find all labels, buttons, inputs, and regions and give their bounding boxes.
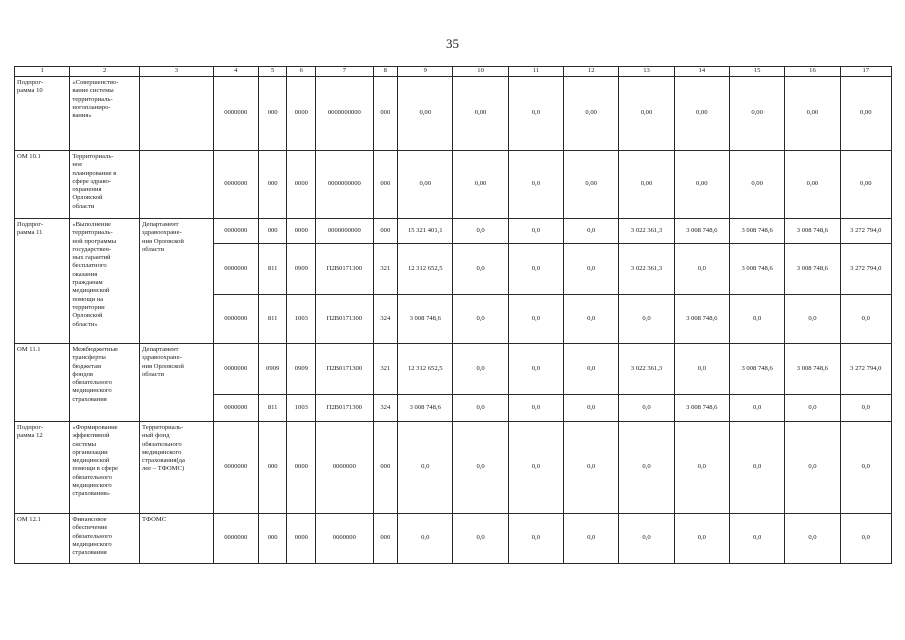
value-cell: 0,00 (729, 77, 784, 151)
value-cell: 0000000 (213, 422, 258, 514)
value-cell: 0,0 (729, 514, 784, 564)
value-cell: 3 008 748,6 (785, 219, 840, 244)
header-row (15, 67, 892, 77)
header-cell: 15 (729, 67, 784, 77)
value-cell: 0,0 (619, 395, 674, 422)
value-cell: 0,00 (619, 77, 674, 151)
value-cell: 0,0 (564, 244, 619, 295)
header-cell: 10 (453, 67, 508, 77)
table-row (15, 344, 892, 395)
table-body (15, 77, 892, 564)
value-cell: 0000 (287, 151, 316, 219)
value-cell: 3 008 748,6 (729, 244, 784, 295)
value-cell: 0,0 (619, 514, 674, 564)
value-cell: 15 321 401,1 (398, 219, 453, 244)
value-cell: 0,00 (785, 151, 840, 219)
header-cell: 11 (508, 67, 563, 77)
value-cell: 0,0 (508, 151, 563, 219)
value-cell: 0,0 (785, 422, 840, 514)
header-cell: 7 (316, 67, 373, 77)
value-cell: 0,0 (453, 295, 508, 344)
value-cell: 0000 (287, 514, 316, 564)
value-cell: 000 (258, 514, 287, 564)
value-cell: 0,0 (785, 514, 840, 564)
table-row (15, 514, 892, 564)
value-cell: 3 008 748,6 (674, 395, 729, 422)
row-code-cell: Подпрог- рамма 11 (15, 219, 70, 344)
value-cell: П2В0171300 (316, 395, 373, 422)
value-cell: 324 (373, 395, 398, 422)
value-cell: 1003 (287, 395, 316, 422)
header-cell: 3 (139, 67, 213, 77)
value-cell: 3 008 748,6 (729, 219, 784, 244)
page-number: 35 (446, 36, 459, 51)
value-cell: 000 (258, 151, 287, 219)
value-cell: 0,0 (398, 422, 453, 514)
row-code-cell: Подпрог- рамма 12 (15, 422, 70, 514)
value-cell: 0,0 (564, 395, 619, 422)
budget-table (14, 66, 892, 564)
value-cell: 0,00 (674, 77, 729, 151)
value-cell: 0,0 (508, 344, 563, 395)
value-cell: 0,0 (453, 422, 508, 514)
row-name-cell: Межбюджетные трансферты бюджетам фондов обязательного медицинского страхования (70, 344, 140, 422)
value-cell: 000 (258, 77, 287, 151)
value-cell: 3 022 361,3 (619, 244, 674, 295)
header-cell: 9 (398, 67, 453, 77)
row-name-cell: Территориаль- ное планирование в сфере здраво- охранения Орловской области (70, 151, 140, 219)
value-cell: 321 (373, 244, 398, 295)
value-cell: 0,0 (729, 395, 784, 422)
value-cell: 0,0 (840, 514, 891, 564)
value-cell: 811 (258, 244, 287, 295)
header-cell: 5 (258, 67, 287, 77)
value-cell: 0000000000 (316, 77, 373, 151)
value-cell: 0,0 (564, 514, 619, 564)
value-cell: 3 008 748,6 (674, 295, 729, 344)
value-cell: 0000000000 (316, 219, 373, 244)
value-cell: 0,0 (453, 244, 508, 295)
value-cell: 0,0 (619, 295, 674, 344)
header-cell: 13 (619, 67, 674, 77)
value-cell: 0000000000 (316, 151, 373, 219)
value-cell: 3 008 748,6 (398, 295, 453, 344)
value-cell: 0,0 (453, 395, 508, 422)
value-cell: 0,00 (840, 151, 891, 219)
value-cell: 0,0 (508, 244, 563, 295)
value-cell: 0,0 (674, 514, 729, 564)
value-cell: 0,0 (453, 514, 508, 564)
value-cell: 0,0 (674, 422, 729, 514)
value-cell: 0000000 (316, 422, 373, 514)
value-cell: 0,0 (785, 395, 840, 422)
value-cell: 000 (373, 77, 398, 151)
row-executor-cell: Департамент здравоохране- ния Орловской области (139, 219, 213, 344)
table-row (15, 219, 892, 244)
header-cell: 4 (213, 67, 258, 77)
value-cell: 0000 (287, 77, 316, 151)
value-cell: 000 (373, 219, 398, 244)
value-cell: 3 008 748,6 (398, 395, 453, 422)
row-code-cell: ОМ 11.1 (15, 344, 70, 422)
value-cell: 3 272 794,0 (840, 344, 891, 395)
value-cell: 0000000 (213, 395, 258, 422)
value-cell: 0000 (287, 422, 316, 514)
value-cell: 12 312 652,5 (398, 244, 453, 295)
table-row (15, 77, 892, 151)
value-cell: 0,0 (508, 514, 563, 564)
value-cell: 0000 (287, 219, 316, 244)
row-executor-cell: Департамент здравоохране- ния Орловской области (139, 344, 213, 422)
row-code-cell: ОМ 10.1 (15, 151, 70, 219)
row-name-cell: Финансовое обеспечение обязательного медицинского страхования (70, 514, 140, 564)
value-cell: 0000000 (213, 219, 258, 244)
header-cell: 1 (15, 67, 70, 77)
value-cell: 0,0 (840, 295, 891, 344)
value-cell: 0,00 (453, 151, 508, 219)
value-cell: 0000000 (213, 77, 258, 151)
value-cell: 0,0 (564, 344, 619, 395)
value-cell: 0909 (287, 344, 316, 395)
value-cell: 000 (373, 422, 398, 514)
value-cell: 0,0 (508, 77, 563, 151)
value-cell: 0,0 (564, 422, 619, 514)
value-cell: П2В0171300 (316, 295, 373, 344)
value-cell: 0,00 (398, 151, 453, 219)
row-executor-cell: ТФОМС (139, 514, 213, 564)
value-cell: 0000000 (213, 295, 258, 344)
value-cell: П2В0171300 (316, 244, 373, 295)
value-cell: 0,00 (840, 77, 891, 151)
value-cell: 0,0 (508, 422, 563, 514)
value-cell: 0,00 (729, 151, 784, 219)
value-cell: 0000000 (213, 244, 258, 295)
value-cell: 0,00 (674, 151, 729, 219)
value-cell: 321 (373, 344, 398, 395)
row-code-cell: ОМ 12.1 (15, 514, 70, 564)
value-cell: 0,0 (729, 295, 784, 344)
header-cell: 8 (373, 67, 398, 77)
value-cell: 0,0 (840, 422, 891, 514)
value-cell: П2В0171300 (316, 344, 373, 395)
row-name-cell: «Совершенство- вание системы территориаль- ногопланиро- вания» (70, 77, 140, 151)
value-cell: 0,0 (674, 344, 729, 395)
header-cell: 14 (674, 67, 729, 77)
value-cell: 0,0 (398, 514, 453, 564)
value-cell: 0,00 (564, 77, 619, 151)
value-cell: 3 272 794,0 (840, 219, 891, 244)
row-executor-cell (139, 151, 213, 219)
value-cell: 000 (258, 422, 287, 514)
header-cell: 17 (840, 67, 891, 77)
header-cell: 6 (287, 67, 316, 77)
header-cell: 12 (564, 67, 619, 77)
value-cell: 0,0 (564, 295, 619, 344)
row-name-cell: «Формирование эффективной системы организации медицинской помощи в сфере обязательного медицинского страхования» (70, 422, 140, 514)
value-cell: 0,00 (453, 77, 508, 151)
header-cell: 16 (785, 67, 840, 77)
value-cell: 3 008 748,6 (785, 344, 840, 395)
value-cell: 3 008 748,6 (729, 344, 784, 395)
value-cell: 3 022 361,3 (619, 344, 674, 395)
value-cell: 0,0 (674, 244, 729, 295)
value-cell: 0,00 (785, 77, 840, 151)
value-cell: 0,0 (729, 422, 784, 514)
value-cell: 000 (373, 151, 398, 219)
value-cell: 0,0 (619, 422, 674, 514)
value-cell: 324 (373, 295, 398, 344)
value-cell: 811 (258, 295, 287, 344)
value-cell: 0,00 (619, 151, 674, 219)
value-cell: 0,0 (564, 219, 619, 244)
value-cell: 811 (258, 395, 287, 422)
value-cell: 0000000 (213, 151, 258, 219)
value-cell: 0,00 (564, 151, 619, 219)
table-row (15, 422, 892, 514)
value-cell: 0,0 (508, 395, 563, 422)
value-cell: 3 022 361,3 (619, 219, 674, 244)
value-cell: 0000000 (213, 344, 258, 395)
value-cell: 0,0 (508, 219, 563, 244)
value-cell: 1003 (287, 295, 316, 344)
value-cell: 0,0 (840, 395, 891, 422)
value-cell: 0,0 (508, 295, 563, 344)
value-cell: 000 (373, 514, 398, 564)
value-cell: 000 (258, 219, 287, 244)
value-cell: 12 312 652,5 (398, 344, 453, 395)
value-cell: 0,0 (785, 295, 840, 344)
row-executor-cell: Территориаль- ный фонд обязательного медицинского страхования(да лее – ТФОМС) (139, 422, 213, 514)
table-row (15, 151, 892, 219)
row-name-cell: «Выполнение территориаль- ной программы государствен- ных гарантий бесплатного оказания гражданам медицинской помощи на территории Орловской области» (70, 219, 140, 344)
value-cell: 3 272 794,0 (840, 244, 891, 295)
row-executor-cell (139, 77, 213, 151)
value-cell: 0909 (287, 244, 316, 295)
value-cell: 0,00 (398, 77, 453, 151)
row-code-cell: Подпрог- рамма 10 (15, 77, 70, 151)
header-cell: 2 (70, 67, 140, 77)
value-cell: 0909 (258, 344, 287, 395)
value-cell: 0000000 (213, 514, 258, 564)
value-cell: 0,0 (453, 219, 508, 244)
value-cell: 0,0 (453, 344, 508, 395)
value-cell: 3 008 748,6 (674, 219, 729, 244)
value-cell: 0000000 (316, 514, 373, 564)
value-cell: 3 008 748,6 (785, 244, 840, 295)
